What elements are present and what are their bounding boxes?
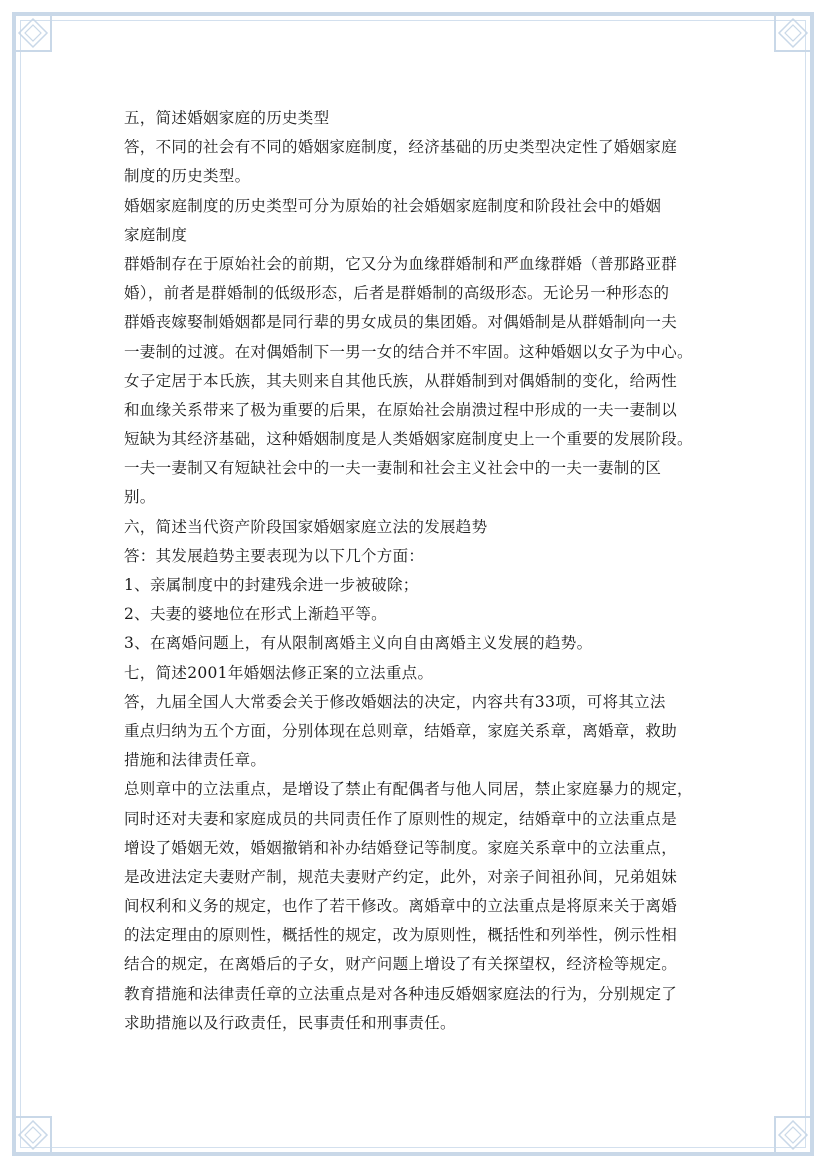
text-line: 家庭制度: [124, 225, 188, 244]
section-heading-7: 七，简述2001年婚姻法修正案的立法重点。: [124, 663, 434, 682]
text-line: 重点归纳为五个方面，分别体现在总则章，结婚章，家庭关系章，离婚章，救助: [124, 721, 678, 740]
text-line: 答：其发展趋势主要表现为以下几个方面：: [124, 546, 425, 565]
list-item-1: 1、亲属制度中的封建残余进一步被破除；: [124, 576, 419, 594]
text-line: 制度的历史类型。: [124, 167, 251, 186]
section-heading-5: 五，简述婚姻家庭的历史类型: [124, 109, 330, 127]
text-line: 和血缘关系带来了极为重要的后果，在原始社会崩溃过程中形成的一夫一妻制以: [124, 400, 678, 419]
text-line: 答，不同的社会有不同的婚姻家庭制度，经济基础的历史类型决定性了婚姻家庭: [124, 138, 678, 157]
text-line: 答，九届全国人大常委会关于修改婚姻法的决定，内容共有33项，可将其立法: [124, 692, 666, 711]
text-line: 婚姻家庭制度的历史类型可分为原始的社会婚姻家庭制度和阶段社会中的婚姻: [124, 196, 662, 215]
text-line: 别。: [124, 488, 156, 507]
text-line: 总则章中的立法重点，是增设了禁止有配偶者与他人同居，禁止家庭暴力的规定，: [124, 780, 693, 799]
section-heading-6: 六，简述当代资产阶段国家婚姻家庭立法的发展趋势: [124, 517, 488, 536]
text-line: 增设了婚姻无效，婚姻撤销和补办结婚登记等制度。家庭关系章中的立法重点，: [124, 838, 678, 857]
corner-ornament-top-left: [14, 14, 52, 52]
list-item-3: 3、在离婚问题上，有从限制离婚主义向自由离婚主义发展的趋势。: [124, 634, 593, 653]
text-line: 婚），前者是群婚制的低级形态，后者是群婚制的高级形态。无论另一种形态的: [124, 284, 670, 303]
text-line: 群婚丧嫁娶制婚姻都是同行辈的男女成员的集团婚。对偶婚制是从群婚制向一夫: [124, 313, 678, 332]
corner-ornament-bottom-right: [774, 1116, 812, 1154]
text-line: 求助措施以及行政责任，民事责任和刑事责任。: [124, 1013, 456, 1032]
text-line: 教育措施和法律责任章的立法重点是对各种违反婚姻家庭法的行为，分别规定了: [124, 984, 678, 1003]
document-body: [124, 104, 724, 1038]
text-line: 措施和法律责任章。: [124, 751, 267, 770]
corner-ornament-bottom-left: [14, 1116, 52, 1154]
list-item-2: 2、夫妻的婆地位在形式上渐趋平等。: [124, 605, 387, 624]
corner-ornament-top-right: [774, 14, 812, 52]
text-line: 一夫一妻制又有短缺社会中的一夫一妻制和社会主义社会中的一夫一妻制的区: [124, 459, 662, 478]
text-line: 同时还对夫妻和家庭成员的共同责任作了原则性的规定，结婚章中的立法重点是: [124, 809, 678, 828]
text-line: 群婚制存在于原始社会的前期，它又分为血缘群婚制和严血缘群婚（普那路亚群: [124, 254, 678, 273]
text-line: 一妻制的过渡。在对偶婚制下一男一女的结合并不牢固。这种婚姻以女子为中心。: [124, 342, 693, 361]
text-line: 间权利和义务的规定，也作了若干修改。离婚章中的立法重点是将原来关于离婚: [124, 897, 678, 916]
text-line: 是改进法定夫妻财产制，规范夫妻财产约定，此外，对亲子间祖孙间，兄弟姐妹: [124, 867, 678, 886]
text-line: 结合的规定，在离婚后的子女，财产问题上增设了有关探望权，经济检等规定。: [124, 955, 678, 974]
text-line: 的法定理由的原则性，概括性的规定，改为原则性，概括性和列举性，例示性相: [124, 926, 678, 945]
text-line: 女子定居于本氏族，其夫则来自其他氏族，从群婚制到对偶婚制的变化，给两性: [124, 371, 678, 390]
text-line: 短缺为其经济基础，这种婚姻制度是人类婚姻家庭制度史上一个重要的发展阶段。: [124, 430, 693, 449]
